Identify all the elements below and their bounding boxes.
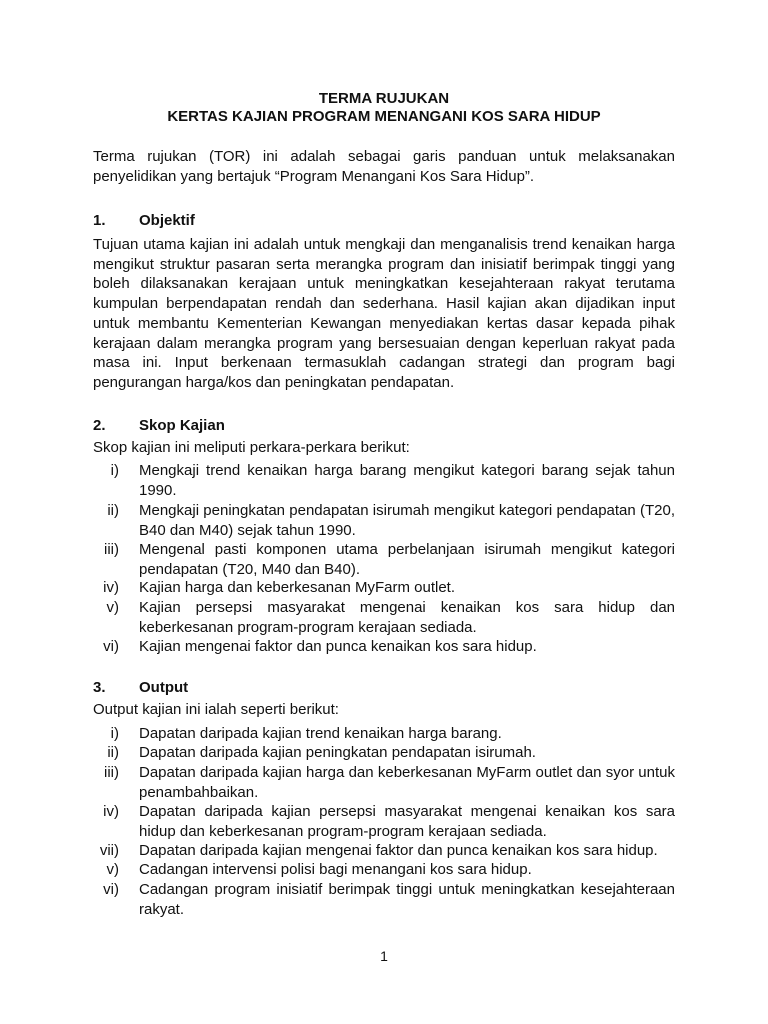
list-item: Kajian harga dan keberkesanan MyFarm outlet. bbox=[139, 579, 456, 596]
section-3-number: 3. bbox=[93, 679, 106, 696]
section-1-heading: Objektif bbox=[139, 212, 195, 229]
list-item: Dapatan daripada kajian harga dan keberkesanan MyFarm outlet dan syor untuk penambahbaikan. bbox=[139, 764, 675, 801]
list-item: Dapatan daripada kajian persepsi masyarakat mengenai kenaikan kos sara hidup dan keberkesanan program-program kerajaan sediada. bbox=[139, 803, 675, 840]
section-1-body: Tujuan utama kajian ini adalah untuk mengkaji dan menganalisis trend kenaikan harga mengikut struktur pasaran serta merangka program dan inisiatif berimpak tinggi yang boleh dilaksanakan kerajaan untuk meningkatkan kesejahteraan rakyat terutama kumpulan berpendapatan rendah dan sederhana. Hasil kajian akan dijadikan input untuk membantu Kementerian Kewangan menyediakan kertas dasar kepada pihak kerajaan dalam merangka program yang bersesuaian dengan keperluan rakyat pada masa ini. Input berkenaan termasuklah cadangan strategi dan program bagi pengurangan harga/kos dan peningkatan pendapatan. bbox=[93, 236, 675, 391]
list-item: Mengkaji peningkatan pendapatan isirumah mengikut kategori pendapatan (T20, B40 dan M40) sejak tahun 1990. bbox=[139, 502, 675, 539]
list-item: Dapatan daripada kajian peningkatan pendapatan isirumah. bbox=[139, 744, 536, 761]
list-item: Kajian mengenai faktor dan punca kenaikan kos sara hidup. bbox=[139, 638, 537, 655]
list-item-number: vi) bbox=[103, 881, 119, 898]
list-item: Dapatan daripada kajian trend kenaikan harga barang. bbox=[139, 725, 502, 742]
list-item-number: iii) bbox=[104, 764, 119, 781]
section-3-intro: Output kajian ini ialah seperti berikut: bbox=[93, 701, 339, 718]
document-subtitle: KERTAS KAJIAN PROGRAM MENANGANI KOS SARA HIDUP bbox=[167, 108, 601, 125]
list-item: Mengenal pasti komponen utama perbelanjaan isirumah mengikut kategori pendapatan (T20, M40 dan B40). bbox=[139, 541, 675, 578]
list-item-number: v) bbox=[106, 599, 119, 616]
page-number: 1 bbox=[380, 948, 388, 964]
list-item: Dapatan daripada kajian mengenai faktor dan punca kenaikan kos sara hidup. bbox=[139, 842, 658, 859]
list-item-number: iii) bbox=[104, 541, 119, 558]
section-2-heading: Skop Kajian bbox=[139, 417, 225, 434]
list-item-number: iv) bbox=[103, 803, 119, 820]
list-item-number: vii) bbox=[99, 842, 119, 859]
list-item-number: i) bbox=[110, 725, 119, 742]
document-title: TERMA RUJUKAN bbox=[318, 90, 450, 107]
list-item-number: iv) bbox=[103, 579, 119, 596]
section-2-number: 2. bbox=[93, 417, 106, 434]
section-1-number: 1. bbox=[93, 212, 106, 229]
list-item: Cadangan intervensi polisi bagi menangani kos sara hidup. bbox=[139, 861, 532, 878]
intro-paragraph: Terma rujukan (TOR) ini adalah sebagai garis panduan untuk melaksanakan penyelidikan yang bertajuk “Program Menangani Kos Sara Hidup”. bbox=[93, 148, 675, 185]
list-item: Mengkaji trend kenaikan harga barang mengikut kategori barang sejak tahun 1990. bbox=[139, 462, 675, 499]
list-item-number: ii) bbox=[107, 502, 119, 519]
list-item-number: v) bbox=[106, 861, 119, 878]
list-item-number: vi) bbox=[103, 638, 119, 655]
section-2-intro: Skop kajian ini meliputi perkara-perkara berikut: bbox=[93, 439, 410, 456]
list-item: Cadangan program inisiatif berimpak tinggi untuk meningkatkan kesejahteraan rakyat. bbox=[139, 881, 675, 918]
list-item-number: ii) bbox=[107, 744, 119, 761]
list-item: Kajian persepsi masyarakat mengenai kenaikan kos sara hidup dan keberkesanan program-program kerajaan sediada. bbox=[139, 599, 675, 636]
list-item-number: i) bbox=[110, 462, 119, 479]
section-3-heading: Output bbox=[139, 679, 189, 696]
